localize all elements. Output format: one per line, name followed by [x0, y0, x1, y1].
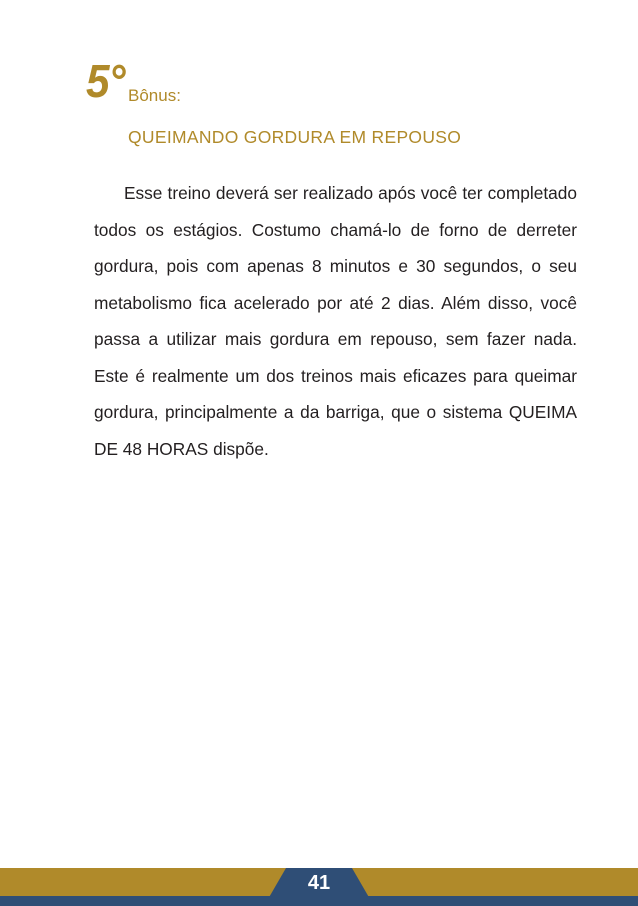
page-number: 41	[307, 872, 331, 894]
section-title: QUEIMANDO GORDURA EM REPOUSO	[128, 127, 462, 147]
bonus-label: Bônus:	[128, 86, 181, 105]
body-paragraph: Esse treino deverá ser realizado após você ter completado todos os estágios. Costumo chamá-lo de forno de derreter gordura, pois com apenas 8 minutos e 30 segundos, o seu metabolismo fica acelerado por até 2 dias. Além disso, você passa a utilizar mais gordura em repouso, sem fazer nada. Este é realmente um dos treinos mais eficazes para queimar gordura, principalmente a da barriga, que o sistema QUEIMA DE 48 HORAS dispõe.	[94, 183, 577, 459]
bonus-number: 5°	[86, 55, 125, 107]
